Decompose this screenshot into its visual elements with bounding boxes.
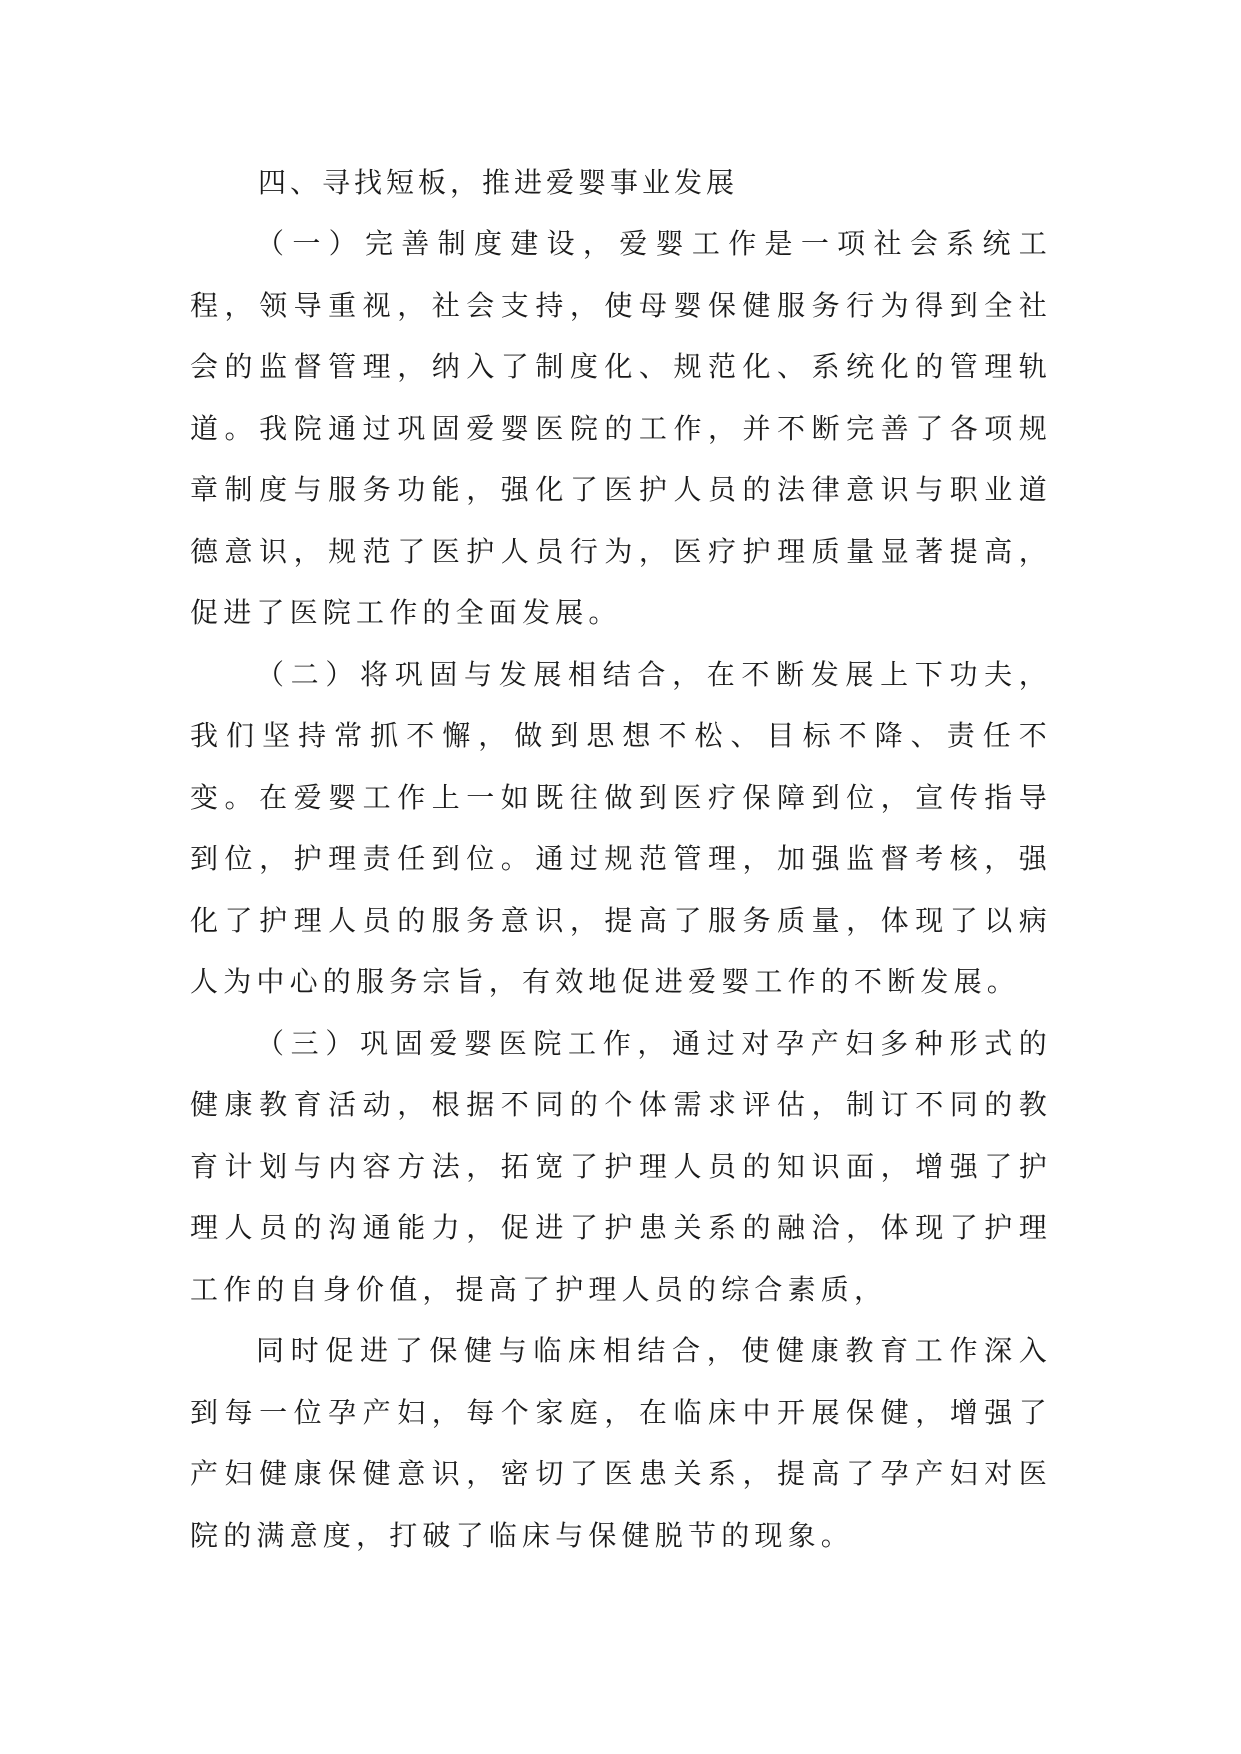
section-heading: 四、寻找短板，推进爱婴事业发展	[258, 166, 739, 199]
paragraph-3: （三）巩固爱婴医院工作，通过对孕产妇多种形式的健康教育活动，根据不同的个体需求评估，制订不同的教育计划与内容方法，拓宽了护理人员的知识面，增强了护理人员的沟通能力，促进了护患关系的融洽，体现了护理工作的自身价值，提高了护理人员的综合素质，	[190, 1026, 1052, 1306]
paragraph-2: （二）将巩固与发展相结合，在不断发展上下功夫，我们坚持常抓不懈，做到思想不松、目标不降、责任不变。在爱婴工作上一如既往做到医疗保障到位，宣传指导到位，护理责任到位。通过规范管理，加强监督考核，强化了护理人员的服务意识，提高了服务质量，体现了以病人为中心的服务宗旨，有效地促进爱婴工作的不断发展。	[190, 657, 1052, 998]
paragraph-4: 同时促进了保健与临床相结合，使健康教育工作深入到每一位孕产妇，每个家庭，在临床中开展保健，增强了产妇健康保健意识，密切了医患关系，提高了孕产妇对医院的满意度，打破了临床与保健脱节的现象。	[190, 1334, 1052, 1552]
paragraph-1: （一）完善制度建设，爱婴工作是一项社会系统工程，领导重视，社会支持，使母婴保健服务行为得到全社会的监督管理，纳入了制度化、规范化、系统化的管理轨道。我院通过巩固爱婴医院的工作，并不断完善了各项规章制度与服务功能，强化了医护人员的法律意识与职业道德意识，规范了医护人员行为，医疗护理质量显著提高，促进了医院工作的全面发展。	[190, 227, 1052, 629]
document-body	[190, 152, 1052, 1566]
